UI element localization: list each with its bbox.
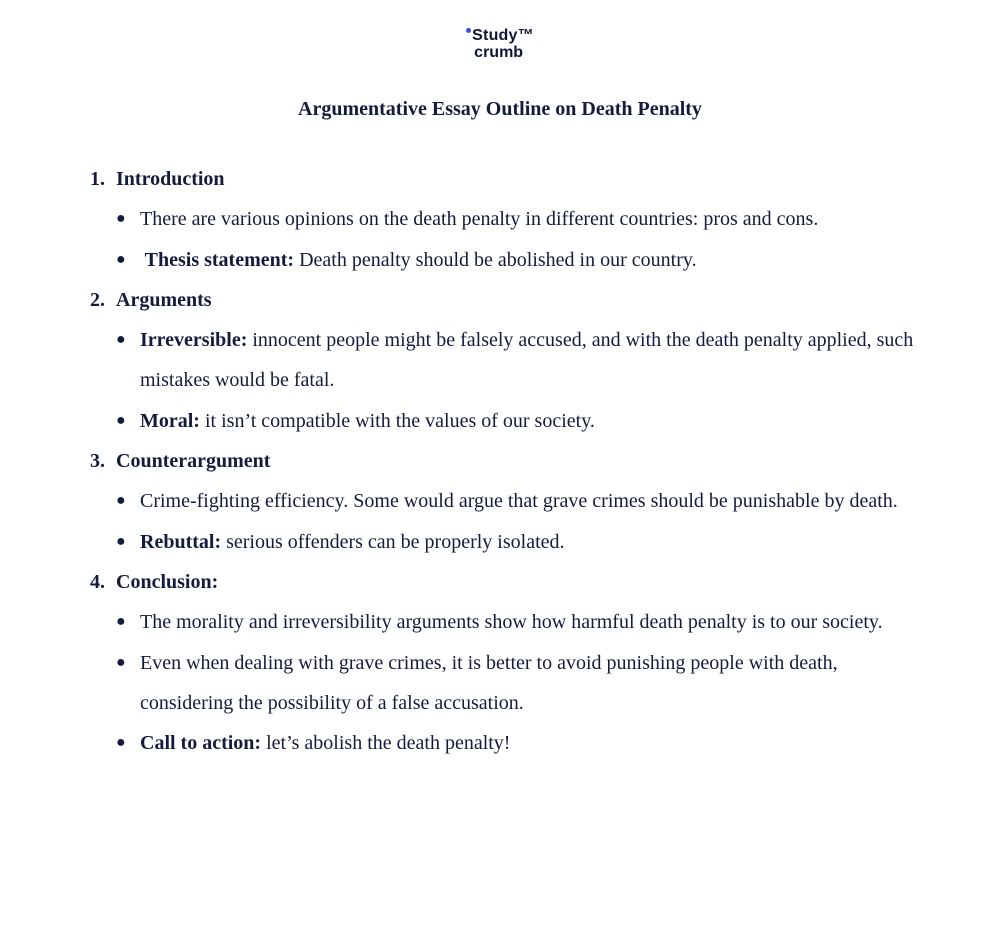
bullet-text: Death penalty should be abolished in our country. <box>294 248 697 271</box>
section-title: Conclusion: <box>116 570 219 593</box>
bullet-icon: ● <box>116 331 126 349</box>
section-title: Introduction <box>116 168 225 190</box>
section-heading <box>90 562 920 602</box>
section-heading <box>90 159 920 199</box>
bullet-icon: ● <box>116 532 126 550</box>
logo-dot-icon <box>466 28 471 33</box>
list-item <box>90 199 920 239</box>
section-arguments <box>90 280 920 441</box>
studycrumb-logo <box>0 27 1000 61</box>
section-number: 2. <box>90 288 105 311</box>
bullet-bold: Thesis statement: <box>140 248 295 271</box>
bullet-text: innocent people might be falsely accused, and with the death penalty applied, such mistakes would be fatal. <box>140 329 914 392</box>
section-heading <box>90 280 920 320</box>
bullet-bold: Irreversible: <box>140 329 248 352</box>
list-item <box>90 723 920 763</box>
list-item <box>90 401 920 441</box>
bullet-icon: ● <box>116 653 126 671</box>
bullet-text: it isn’t compatible with the values of our society. <box>199 409 595 432</box>
bullet-text: Crime-fighting efficiency. Some would argue that grave crimes should be punishable by death. <box>140 490 898 513</box>
list-item <box>90 320 920 401</box>
bullet-icon: ● <box>116 613 126 631</box>
list-item <box>90 240 920 280</box>
section-number: 3. <box>90 450 105 473</box>
bullet-text: let’s abolish the death penalty! <box>261 732 511 755</box>
bullet-icon: ● <box>116 734 126 752</box>
section-title: Counterargument <box>116 450 271 473</box>
bullet-text: The morality and irreversibility arguments show how harmful death penalty is to our society. <box>140 611 883 634</box>
section-number: 4. <box>90 570 105 593</box>
bullet-bold: Moral: <box>140 409 200 432</box>
bullet-text: serious offenders can be properly isolated. <box>221 530 565 553</box>
document-title: Argumentative Essay Outline on Death Penalty <box>298 98 702 120</box>
section-heading <box>90 441 920 481</box>
section-counterargument <box>90 441 920 562</box>
bullet-icon: ● <box>116 250 126 268</box>
section-title: Arguments <box>116 288 212 311</box>
list-item <box>90 481 920 521</box>
bullet-icon: ● <box>116 492 126 510</box>
list-item <box>90 643 920 724</box>
logo-line-1: Study™ <box>472 27 534 44</box>
bullet-bold: Call to action: <box>140 732 262 755</box>
bullet-icon: ● <box>116 411 126 429</box>
section-conclusion <box>90 562 920 763</box>
list-item <box>90 602 920 642</box>
section-introduction <box>90 159 920 280</box>
bullet-icon: ● <box>116 210 126 228</box>
logo-line-2: crumb <box>474 44 524 61</box>
bullet-text: Even when dealing with grave crimes, it is better to avoid punishing people with death, considering the possibility of a false accusation. <box>140 651 838 714</box>
bullet-text: There are various opinions on the death penalty in different countries: pros and cons. <box>140 208 819 231</box>
bullet-bold: Rebuttal: <box>140 530 222 553</box>
outline-list <box>90 159 920 763</box>
section-number: 1. <box>90 168 105 190</box>
list-item <box>90 522 920 562</box>
